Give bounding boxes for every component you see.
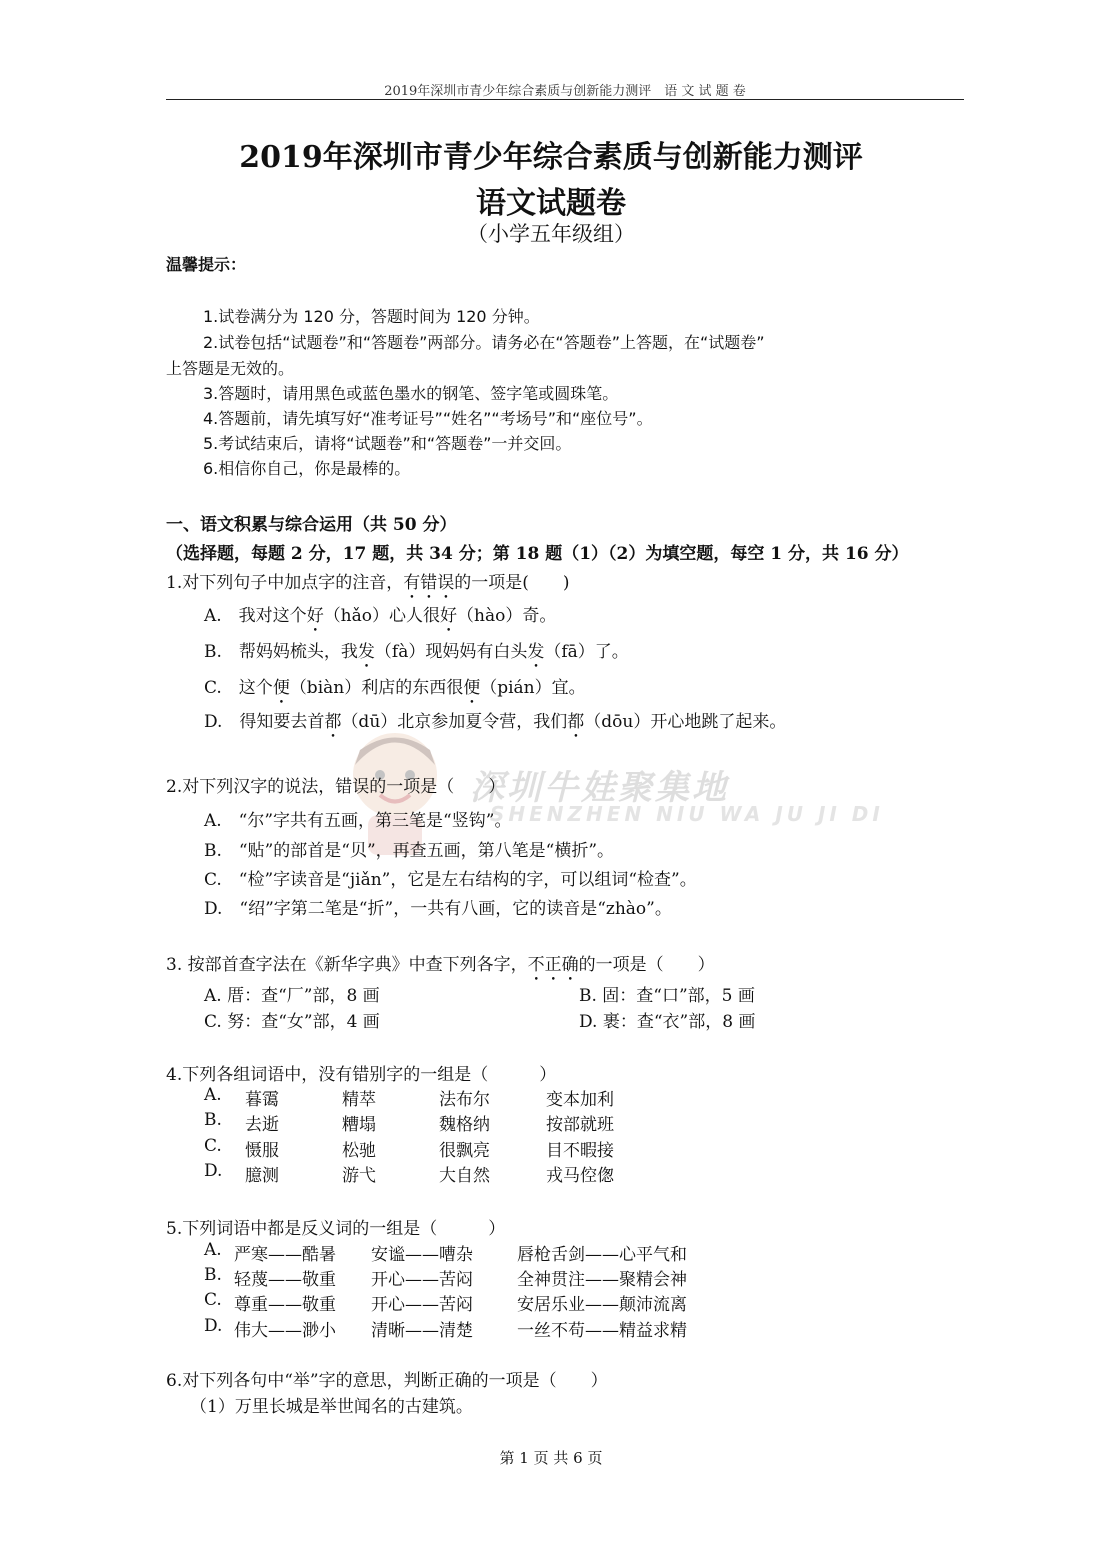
question-1-option-b: B. 帮妈妈梳头，我发（fà）现妈妈有白头发（fā）了。 [204,642,629,662]
grade-group: （小学五年级组） [467,222,635,246]
word: 目不暇接 [546,1141,614,1161]
word: 松驰 [342,1141,376,1161]
tip-item: 4.答题前，请先填写好“准考证号”“姓名”“考场号”和“座位号”。 [203,409,653,428]
word-pair: 全神贯注——聚精会神 [517,1270,687,1290]
question-3-option-d: D. 裹：查“衣”部，8 画 [579,1012,756,1032]
word-pair: 清晰——清楚 [371,1321,473,1341]
tip-item: 上答题是无效的。 [166,359,295,378]
tip-item: 5.考试结束后，请将“试题卷”和“答题卷”一并交回。 [203,434,572,453]
question-3-option-c: C. 努：查“女”部，4 画 [204,1012,380,1032]
word: 按部就班 [546,1115,614,1135]
word: 很飘亮 [439,1141,490,1161]
question-6-item-1: （1）万里长城是举世闻名的古建筑。 [190,1397,473,1417]
option-letter: D. [204,1161,223,1181]
word: 变本加利 [546,1090,614,1110]
question-5-stem: 5.下列词语中都是反义词的一组是（ ） [166,1219,506,1239]
word: 去逝 [245,1115,279,1135]
word-pair: 伟大——渺小 [234,1321,336,1341]
option-letter: C. [204,1290,222,1310]
tip-item: 6.相信你自己，你是最棒的。 [203,459,411,478]
question-2-option-c: C. “检”字读音是“jiǎn”，它是左右结构的字，可以组词“检查”。 [204,870,697,890]
word-pair: 一丝不苟——精益求精 [517,1321,687,1341]
word-pair: 安谧——嘈杂 [371,1245,473,1265]
question-2-option-a: A. “尔”字共有五画，第三笔是“竖钩”。 [204,811,512,831]
word-pair: 开心——苦闷 [371,1295,473,1315]
option-letter: B. [204,1265,222,1285]
tip-item: 2.试卷包括“试题卷”和“答题卷”两部分。请务必在“答题卷”上答题，在“试题卷” [203,333,765,352]
tip-item: 1.试卷满分为 120 分，答题时间为 120 分钟。 [203,307,540,326]
word: 大自然 [439,1166,490,1186]
question-1-option-c: C. 这个便（biàn）利店的东西很便（pián）宜。 [204,678,586,698]
tip-item: 3.答题时，请用黑色或蓝色墨水的钢笔、签字笔或圆珠笔。 [203,384,619,403]
option-letter: C. [204,1136,222,1156]
question-3-option-b: B. 固：查“口”部，5 画 [579,986,755,1006]
word: 糟塌 [342,1115,376,1135]
question-4-stem: 4.下列各组词语中，没有错别字的一组是（ ） [166,1065,557,1085]
page-number: 第 1 页 共 6 页 [499,1449,603,1467]
question-1-option-a: A. 我对这个好（hǎo）心人很好（hào）奇。 [204,606,557,626]
section-heading: 一、语文积累与综合运用（共 50 分） [166,515,457,535]
word: 慑服 [245,1141,279,1161]
word: 暮霭 [245,1090,279,1110]
option-letter: A. [204,1085,222,1105]
word: 魏格纳 [439,1115,490,1135]
word: 精萃 [342,1090,376,1110]
watermark-en: SHENZHEN NIU WA JU JI DI [490,802,884,826]
question-2-option-b: B. “贴”的部首是“贝”，再查五画，第八笔是“横折”。 [204,841,615,861]
watermark-cn: 深圳牛娃聚集地 [470,768,729,808]
header-rule [166,99,964,100]
word: 臆测 [245,1166,279,1186]
running-header: 2019年深圳市青少年综合素质与创新能力测评 语 文 试 题 卷 [384,84,746,99]
section-subheading: （选择题，每题 2 分，17 题，共 34 分；第 18 题（1）（2）为填空题，每空 1 分，共 16 分） [166,544,909,564]
question-3-option-a: A. 厝：查“厂”部，8 画 [204,986,380,1006]
word: 游弋 [342,1166,376,1186]
question-1-option-d: D. 得知要去首都（dū）北京参加夏令营，我们都（dōu）开心地跳了起来。 [204,712,787,732]
word-pair: 唇枪舌剑——心平气和 [517,1245,687,1265]
word: 法布尔 [439,1090,490,1110]
word-pair: 开心——苦闷 [371,1270,473,1290]
option-letter: A. [204,1240,222,1260]
question-2-stem: 2.对下列汉字的说法，错误的一项是（ ） [166,777,506,797]
page-subtitle: 语文试题卷 [476,186,626,221]
option-letter: D. [204,1316,223,1336]
question-1-stem: 1.对下列句子中加点字的注音，有错误的一项是( ) [166,573,570,593]
page-title: 2019年深圳市青少年综合素质与创新能力测评 [239,140,863,175]
word: 戎马倥偬 [546,1166,614,1186]
question-2-option-d: D. “绍”字第二笔是“折”，一共有八画，它的读音是“zhào”。 [204,899,672,919]
word-pair: 严寒——酷暑 [234,1245,336,1265]
question-3-stem: 3. 按部首查字法在《新华字典》中查下列各字，不正确的一项是（ ） [166,955,715,975]
tips-heading: 温馨提示： [166,255,247,274]
word-pair: 安居乐业——颠沛流离 [517,1295,687,1315]
word-pair: 尊重——敬重 [234,1295,336,1315]
option-letter: B. [204,1110,222,1130]
question-6-stem: 6.对下列各句中“举”字的意思，判断正确的一项是（ ） [166,1371,608,1391]
word-pair: 轻蔑——敬重 [234,1270,336,1290]
